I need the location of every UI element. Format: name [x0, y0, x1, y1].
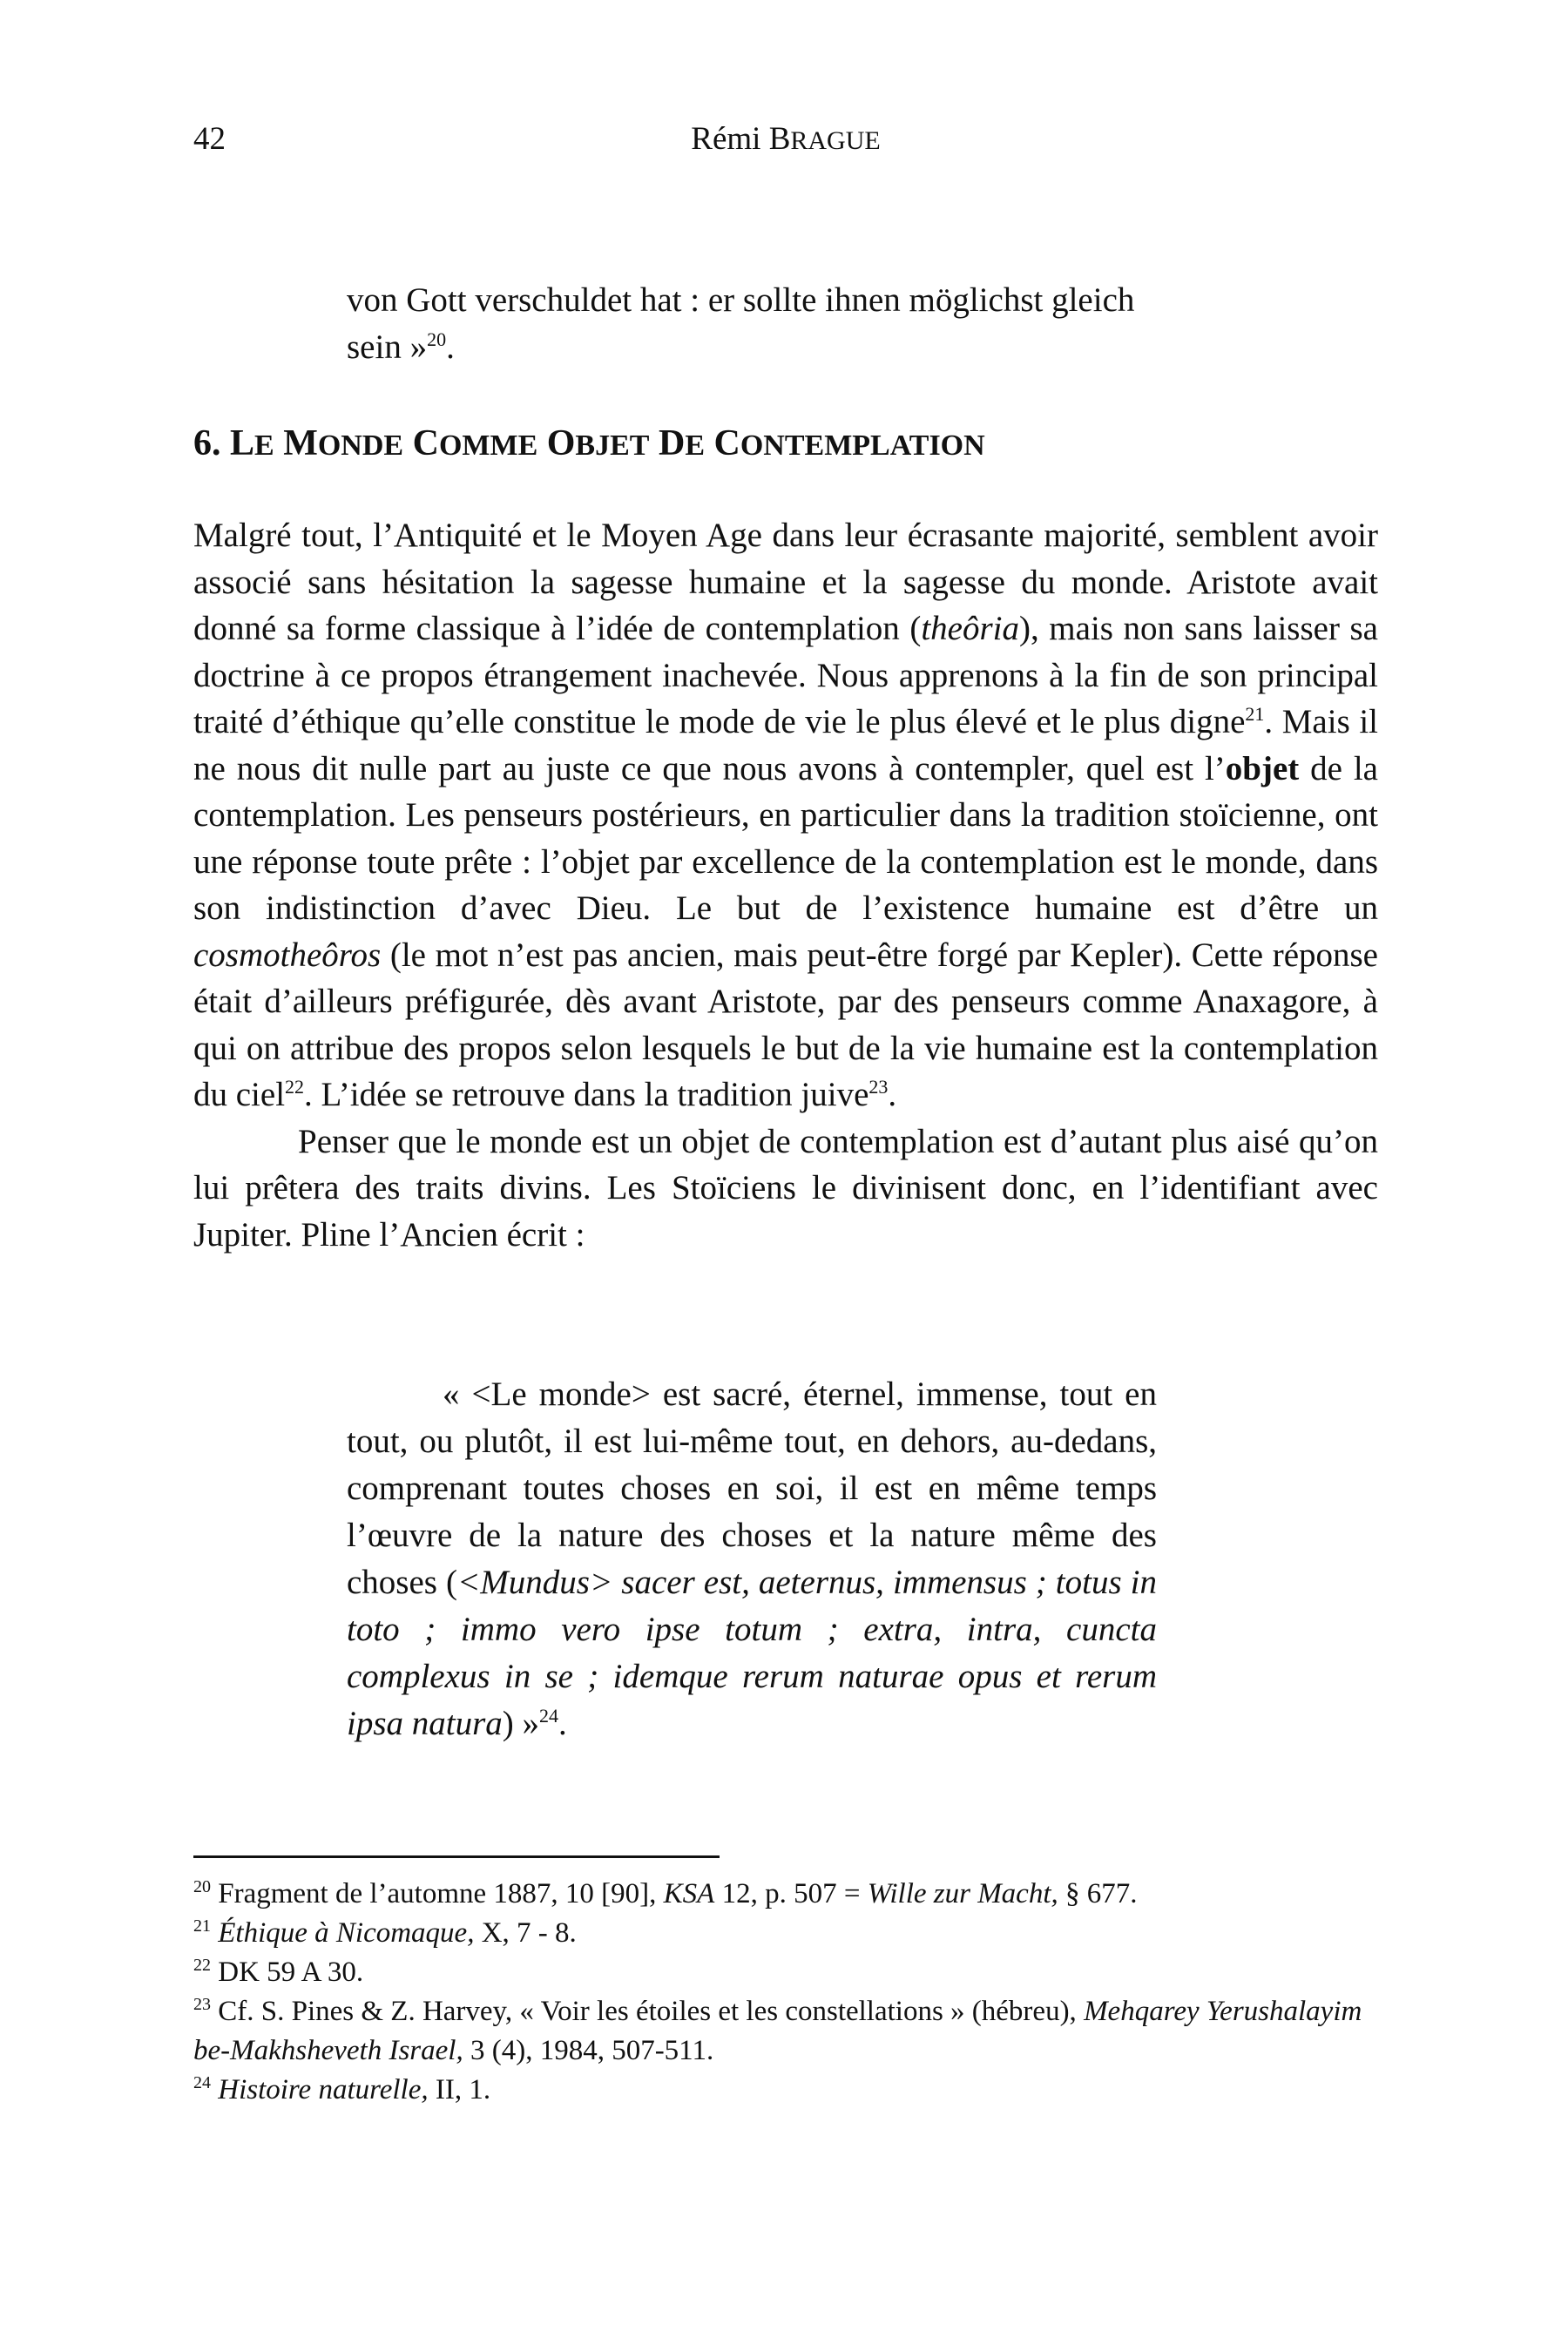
footnote-number: 23: [193, 1995, 211, 2014]
footnote-title: Éthique à Nicomaque,: [218, 1917, 475, 1949]
footnote-20: [193, 1875, 1378, 1914]
footnote-number: 20: [193, 1877, 211, 1896]
title-word-4-cap: O: [546, 423, 576, 463]
paragraph-2: Penser que le monde est un objet de contemplation est d’autant plus aisé qu’on lui prêtera des traits divins. Les Stoïciens le divinisent donc, en l’identifiant avec Jupiter. Pline l’Ancien écrit :: [193, 1122, 1378, 1254]
title-word-6-cap: C: [713, 423, 740, 463]
footnote-title: Histoire naturelle,: [218, 2074, 429, 2105]
footnote-ref-24[interactable]: 24: [539, 1705, 559, 1727]
paragraph-1: [193, 512, 1378, 1119]
title-word-2-rest: ONDE: [317, 429, 404, 462]
footnote-ref-23[interactable]: 23: [868, 1076, 889, 1098]
footnote-ref-21[interactable]: 21: [1245, 703, 1265, 725]
footnote-number: 21: [193, 1916, 211, 1936]
title-word-2-cap: M: [283, 423, 318, 463]
footnote-number: 22: [193, 1956, 211, 1975]
title-word-6-rest: ONTEMPLATION: [740, 429, 985, 462]
footnote-ref-20[interactable]: 20: [427, 328, 447, 350]
author-last-initial: B: [768, 121, 791, 157]
running-head-author: [193, 120, 1378, 158]
body-text: [193, 512, 1378, 1258]
footnote-text: 3 (4), 1984, 507-511.: [463, 2035, 714, 2066]
p1-term-theoria: theôria: [921, 610, 1020, 647]
footnote-text: X, 7 - 8.: [474, 1917, 577, 1949]
footnote-number: 24: [193, 2073, 211, 2092]
p1-seg-6: . L’idée se retrouve dans la tradition juive: [304, 1076, 869, 1113]
footnote-separator: [193, 1855, 720, 1858]
quote-continuation: [347, 277, 1157, 371]
p1-seg-2: ), mais non sans laisser sa doctrine à ce propos étrangement inachevée. Nous apprenons à la fin de son principal traité d’éthique qu’elle constitue le mode de vie le plus élevé et le plus digne: [193, 610, 1378, 740]
title-word-3-cap: C: [412, 423, 439, 463]
title-word-1-rest: E: [254, 429, 274, 462]
footnote-ref-22[interactable]: 22: [285, 1076, 305, 1098]
block-quote-latin: <Mundus> sacer est, aeternus, immensus ; totus in toto ; immo vero ipse totum ; extra, intra, cuncta complexus in se ; idemque rerum naturae opus et rerum ipsa natura: [347, 1564, 1157, 1742]
footnote-text: 12, p. 507 =: [714, 1878, 868, 1909]
p1-seg-4: de la contemplation. Les penseurs postérieurs, en particulier dans la tradition stoïcienne, ont une réponse toute prête : l’objet par excellence de la contemplation est le monde, dans son indistinction d’avec Dieu. Le but de l’existence humaine est d’être un: [193, 749, 1378, 927]
footnote-22: [193, 1953, 1378, 1992]
section-heading: [193, 422, 1378, 464]
running-header: [193, 120, 1378, 172]
footnote-text: § 677.: [1058, 1878, 1138, 1909]
footnote-title: KSA: [663, 1878, 715, 1909]
author-last-rest: RAGUE: [790, 126, 881, 155]
p1-seg-7: .: [888, 1076, 897, 1113]
footnote-title: Mehqarey Yerushalayim be-Makhsheveth Israel,: [193, 1996, 1362, 2066]
footnote-text: Fragment de l’automne 1887, 10 [90],: [211, 1878, 664, 1909]
p1-seg-5: (le mot n’est pas ancien, mais peut-être forgé par Kepler). Cette réponse était d’ailleurs préfigurée, dès avant Aristote, par des penseurs comme Anaxagore, à qui on attribue des propos selon lesquels le but de la vie humaine est la contemplation du ciel: [193, 936, 1378, 1113]
block-quote-french: « <Le monde> est sacré, éternel, immense, tout en tout, ou plutôt, il est lui-même tout, en dehors, au-dedans, comprenant toutes choses en soi, il est en même temps l’œuvre de la nature des choses et la nature même des choses (: [347, 1375, 1157, 1601]
section-number: 6.: [193, 423, 221, 463]
title-word-4-rest: BJET: [575, 429, 650, 462]
title-word-3-rest: OMME: [438, 429, 538, 462]
block-quote-end: .: [558, 1705, 567, 1742]
footnote-text: Cf. S. Pines & Z. Harvey, « Voir les étoiles et les constellations » (hébreu),: [211, 1996, 1085, 2027]
title-word-5-rest: E: [685, 429, 705, 462]
footnote-23: [193, 1992, 1378, 2071]
block-quote-pliny: [347, 1371, 1157, 1747]
block-quote-close: ) »: [502, 1705, 540, 1742]
footnotes: [193, 1875, 1378, 2110]
p1-seg-1: Malgré tout, l’Antiquité et le Moyen Age dans leur écrasante majorité, semblent avoir associé sans hésitation la sagesse humaine et la sagesse du monde. Aristote avait donné sa forme classique à l’idée de contemplation (: [193, 517, 1378, 647]
footnote-text: II, 1.: [428, 2074, 491, 2105]
quote-continuation-end: .: [446, 328, 455, 366]
page-number: 42: [193, 121, 226, 157]
author-first-name: Rémi: [691, 121, 761, 157]
footnote-21: [193, 1914, 1378, 1953]
p1-seg-3: . Mais il ne nous dit nulle part au juste ce que nous avons à contempler, quel est l’: [193, 703, 1379, 787]
title-word-1-cap: L: [230, 423, 255, 463]
p1-term-cosmotheoros: cosmotheôros: [193, 936, 382, 974]
block-quote-body: [347, 1371, 1157, 1747]
footnote-24: [193, 2071, 1378, 2110]
footnote-text: DK 59 A 30.: [211, 1957, 364, 1988]
title-word-5-cap: D: [658, 423, 686, 463]
quote-continuation-text: von Gott verschuldet hat : er sollte ihnen möglichst gleich sein »: [347, 281, 1135, 366]
footnote-title: Wille zur Macht,: [867, 1878, 1058, 1909]
p1-term-objet: objet: [1225, 749, 1300, 787]
